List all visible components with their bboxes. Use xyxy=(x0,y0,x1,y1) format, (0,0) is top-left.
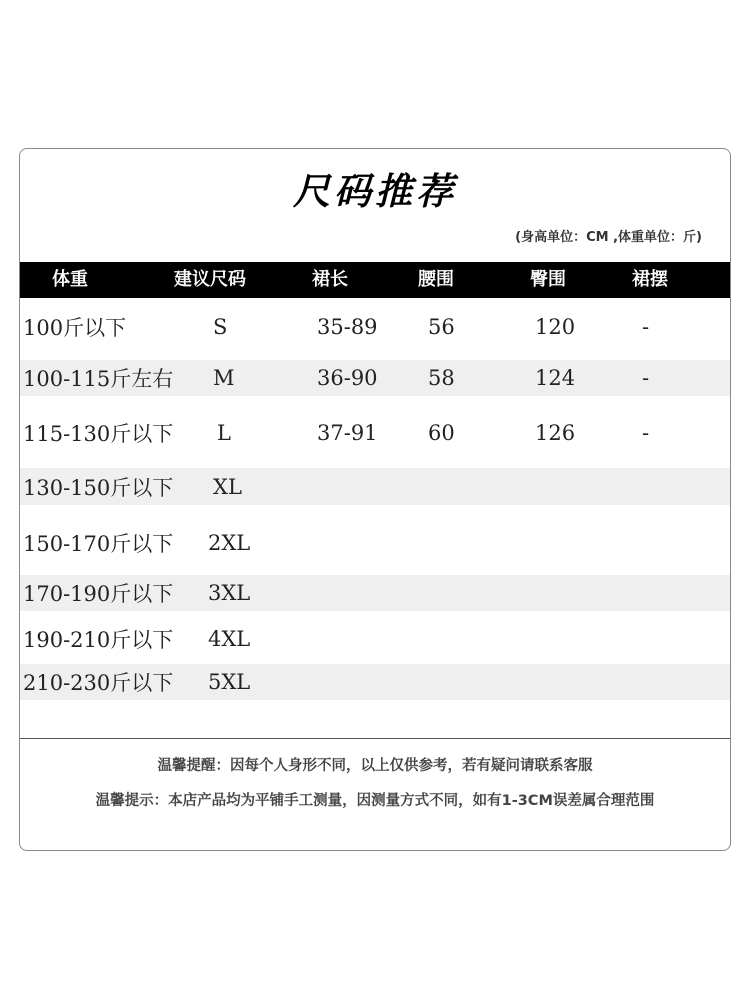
cell-size: 4XL xyxy=(208,627,251,651)
cell-weight: 170-190斤以下 xyxy=(23,582,174,606)
measurement-tip: 温馨提示：本店产品均为平铺手工测量，因测量方式不同，如有1-3CM误差属合理范围 xyxy=(95,793,655,809)
table-row xyxy=(20,517,730,569)
column-header-length: 裙长 xyxy=(312,269,348,290)
cell-size: 5XL xyxy=(208,670,251,694)
cell-hem: - xyxy=(642,421,650,445)
cell-length: 36-90 xyxy=(317,366,378,390)
chart-title: 尺码推荐 xyxy=(293,170,457,213)
cell-hem: - xyxy=(642,366,650,390)
cell-waist: 58 xyxy=(428,366,455,390)
cell-hip: 126 xyxy=(535,421,576,445)
table-row xyxy=(20,664,730,700)
cell-weight: 130-150斤以下 xyxy=(23,475,174,500)
cell-hip: 120 xyxy=(535,315,576,339)
cell-hem: - xyxy=(642,315,650,339)
cell-weight: 190-210斤以下 xyxy=(23,628,174,652)
cell-waist: 60 xyxy=(428,421,455,445)
cell-length: 37-91 xyxy=(317,421,378,445)
column-header-size: 建议尺码 xyxy=(174,269,246,290)
cell-waist: 56 xyxy=(428,315,455,339)
cell-weight: 150-170斤以下 xyxy=(23,532,174,556)
size-chart-card xyxy=(19,148,731,851)
cell-size: 2XL xyxy=(208,531,251,555)
column-header-hip: 臀围 xyxy=(530,269,566,290)
cell-weight: 210-230斤以下 xyxy=(23,671,174,695)
column-header-weight: 体重 xyxy=(52,269,88,290)
cell-weight: 100-115斤左右 xyxy=(23,367,174,391)
table-row xyxy=(20,407,730,459)
cell-hip: 124 xyxy=(535,366,576,390)
reminder-note: 温馨提醒：因每个人身形不同，以上仅供参考，若有疑问请联系客服 xyxy=(157,758,593,774)
cell-size: L xyxy=(217,421,231,445)
cell-size: M xyxy=(213,366,235,390)
cell-length: 35-89 xyxy=(317,315,378,339)
table-header xyxy=(20,262,730,298)
cell-weight: 115-130斤以下 xyxy=(23,422,174,446)
table-row xyxy=(20,575,730,611)
column-header-hem: 裙摆 xyxy=(632,269,668,290)
table-row xyxy=(20,468,730,505)
table-row xyxy=(20,360,730,396)
column-header-waist: 腰围 xyxy=(418,269,454,290)
cell-size: XL xyxy=(213,474,242,499)
table-row xyxy=(20,619,730,659)
unit-note: (身高单位：CM ,体重单位：斤) xyxy=(515,230,702,245)
cell-weight: 100斤以下 xyxy=(23,316,127,340)
cell-size: S xyxy=(213,315,228,339)
table-row xyxy=(20,301,730,353)
divider xyxy=(20,738,730,739)
cell-size: 3XL xyxy=(208,581,251,605)
